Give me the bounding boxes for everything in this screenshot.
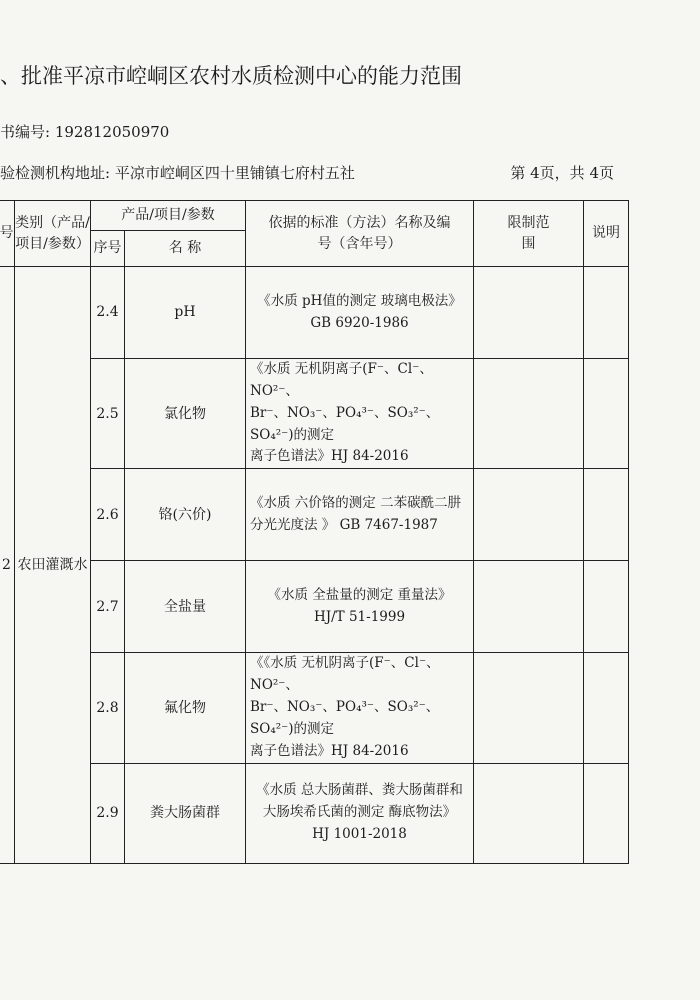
standard-line: HJ 1001-2018	[312, 826, 407, 843]
row-standard	[246, 561, 474, 653]
col-header-name: 名 称	[125, 231, 246, 267]
row-standard	[246, 653, 474, 763]
row-name: pH	[125, 267, 246, 359]
row-note	[584, 653, 629, 763]
standard-line: 《水质 pH值的测定 玻璃电极法》	[257, 292, 462, 309]
standard-line: 《水质 全盐量的测定 重量法》	[267, 586, 452, 603]
lab-address: 验检测机构地址: 平凉市崆峒区四十里铺镇七府村五社	[0, 164, 355, 182]
col-header-category: 类别（产品/项目/参数）	[15, 201, 91, 267]
row-limit	[474, 763, 584, 863]
row-seq: 2.9	[91, 763, 125, 863]
table-row	[0, 359, 629, 469]
row-note	[584, 267, 629, 359]
row-standard	[246, 469, 474, 561]
row-standard	[246, 267, 474, 359]
col-header-limit: 限制范围	[474, 201, 584, 267]
table-row	[0, 561, 629, 653]
scope-table	[0, 200, 629, 864]
col-header-note: 说明	[584, 201, 629, 267]
row-name: 全盐量	[125, 561, 246, 653]
col-header-no: 号	[0, 201, 15, 267]
standard-line: 《水质 无机阴离子(F⁻、Cl⁻、NO²⁻、	[250, 361, 433, 399]
standard-line: Br⁻、NO₃⁻、PO₄³⁻、SO₃²⁻、SO₄²⁻)的测定	[250, 699, 440, 737]
certificate-number: 书编号: 192812050970	[0, 123, 170, 141]
row-note	[584, 469, 629, 561]
row-seq: 2.4	[91, 267, 125, 359]
row-limit	[474, 561, 584, 653]
group-category: 农田灌溉水	[15, 267, 91, 864]
row-limit	[474, 653, 584, 763]
row-limit	[474, 359, 584, 469]
standard-line: 《《水质 无机阴离子(F⁻、Cl⁻、NO²⁻、	[250, 655, 440, 694]
col-header-seq: 序号	[91, 231, 125, 267]
row-name: 粪大肠菌群	[125, 763, 246, 863]
standard-line: Br⁻、NO₃⁻、PO₄³⁻、SO₃²⁻、SO₄²⁻)的测定	[250, 404, 440, 443]
row-note	[584, 561, 629, 653]
page-info: 第 4页，共 4页	[510, 164, 614, 182]
standard-line: HJ/T 51-1999	[313, 608, 406, 625]
table-header-row	[0, 201, 629, 231]
row-seq: 2.7	[91, 561, 125, 653]
row-standard	[246, 763, 474, 863]
table-row	[0, 267, 629, 359]
group-number: 2	[0, 267, 15, 864]
row-standard	[246, 359, 474, 469]
document-title: 、批准平凉市崆峒区农村水质检测中心的能力范围	[0, 64, 462, 88]
row-name: 铬(六价)	[125, 469, 246, 561]
row-note	[584, 763, 629, 863]
row-name: 氟化物	[125, 653, 246, 763]
row-limit	[474, 267, 584, 359]
row-seq: 2.6	[91, 469, 125, 561]
col-header-standard: 依据的标准（方法）名称及编号（含年号）	[246, 201, 474, 267]
row-name: 氯化物	[125, 359, 246, 469]
row-seq: 2.5	[91, 359, 125, 469]
standard-line: 离子色谱法》HJ 84-2016	[250, 448, 409, 465]
standard-line: 《水质 六价铬的测定 二苯碳酰二肼	[250, 494, 462, 511]
row-seq: 2.8	[91, 653, 125, 763]
standard-line: GB 6920-1986	[310, 314, 409, 331]
table-row	[0, 763, 629, 863]
standard-line: 分光光度法 》 GB 7467-1987	[250, 516, 438, 533]
row-limit	[474, 469, 584, 561]
standard-line: 离子色谱法》HJ 84-2016	[250, 742, 409, 759]
standard-line: 《水质 总大肠菌群、粪大肠菌群和	[256, 782, 463, 799]
col-header-product: 产品/项目/参数	[91, 201, 246, 231]
table-row	[0, 653, 629, 763]
row-note	[584, 359, 629, 469]
table-row	[0, 469, 629, 561]
standard-line: 大肠埃希氏菌的测定 酶底物法》	[262, 804, 457, 821]
